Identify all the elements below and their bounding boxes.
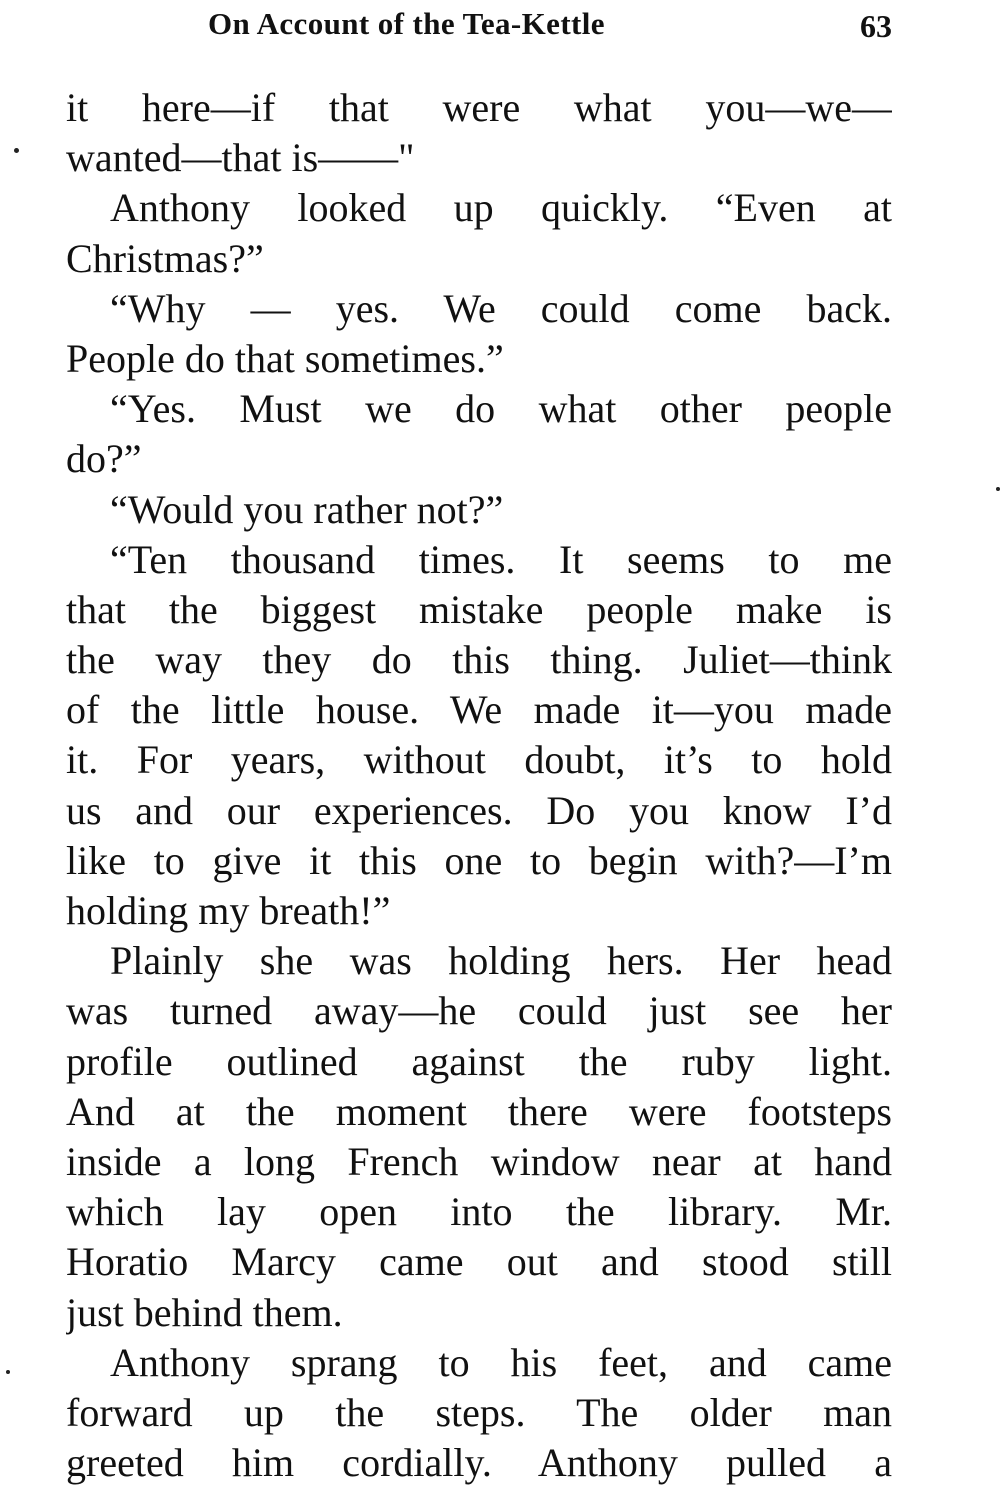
text-line: was turned away—he could just see her	[66, 988, 892, 1034]
text-line: Anthony sprang to his feet, and came	[110, 1339, 892, 1385]
text-line: Horatio Marcy came out and stood still	[66, 1239, 892, 1285]
text-line: “Would you rather not?”	[110, 486, 504, 532]
text-line: that the biggest mistake people make is	[66, 586, 892, 632]
text-line: us and our experiences. Do you know I’d	[66, 787, 892, 833]
text-line: Christmas?”	[66, 235, 264, 281]
text-line: Anthony looked up quickly. “Even at	[110, 185, 892, 231]
text-line: like to give it this one to begin with?—I’m	[66, 837, 892, 883]
text-line: inside a long French window near at hand	[66, 1138, 892, 1184]
text-line: do?”	[66, 436, 142, 482]
text-line: wanted—that is——"	[66, 135, 415, 181]
text-line: greeted him cordially. Anthony pulled a	[66, 1440, 892, 1486]
text-line: forward up the steps. The older man	[66, 1389, 892, 1435]
text-line: profile outlined against the ruby light.	[66, 1038, 892, 1084]
scan-speck	[6, 1370, 10, 1374]
text-line: Plainly she was holding hers. Her head	[110, 938, 892, 984]
body-text	[66, 83, 892, 1488]
text-line: “Why — yes. We could come back.	[110, 285, 892, 331]
text-line: it. For years, without doubt, it’s to hold	[66, 737, 892, 783]
text-line: People do that sometimes.”	[66, 335, 504, 381]
text-line: And at the moment there were footsteps	[66, 1088, 892, 1134]
text-line: just behind them.	[66, 1289, 343, 1335]
text-line: “Ten thousand times. It seems to me	[110, 536, 892, 582]
text-line: of the little house. We made it—you made	[66, 687, 892, 733]
text-line: “Yes. Must we do what other people	[110, 386, 892, 432]
scan-speck	[996, 487, 1000, 491]
text-line: it here—if that were what you—we—	[66, 85, 892, 130]
text-line: the way they do this thing. Juliet—think	[66, 637, 892, 683]
text-line: holding my breath!”	[66, 888, 391, 933]
page-number: 63	[860, 8, 892, 44]
text-line: which lay open into the library. Mr.	[66, 1189, 892, 1235]
running-title: On Account of the Tea-Kettle	[208, 6, 605, 41]
scan-speck	[14, 148, 19, 153]
page-header	[66, 2, 892, 46]
